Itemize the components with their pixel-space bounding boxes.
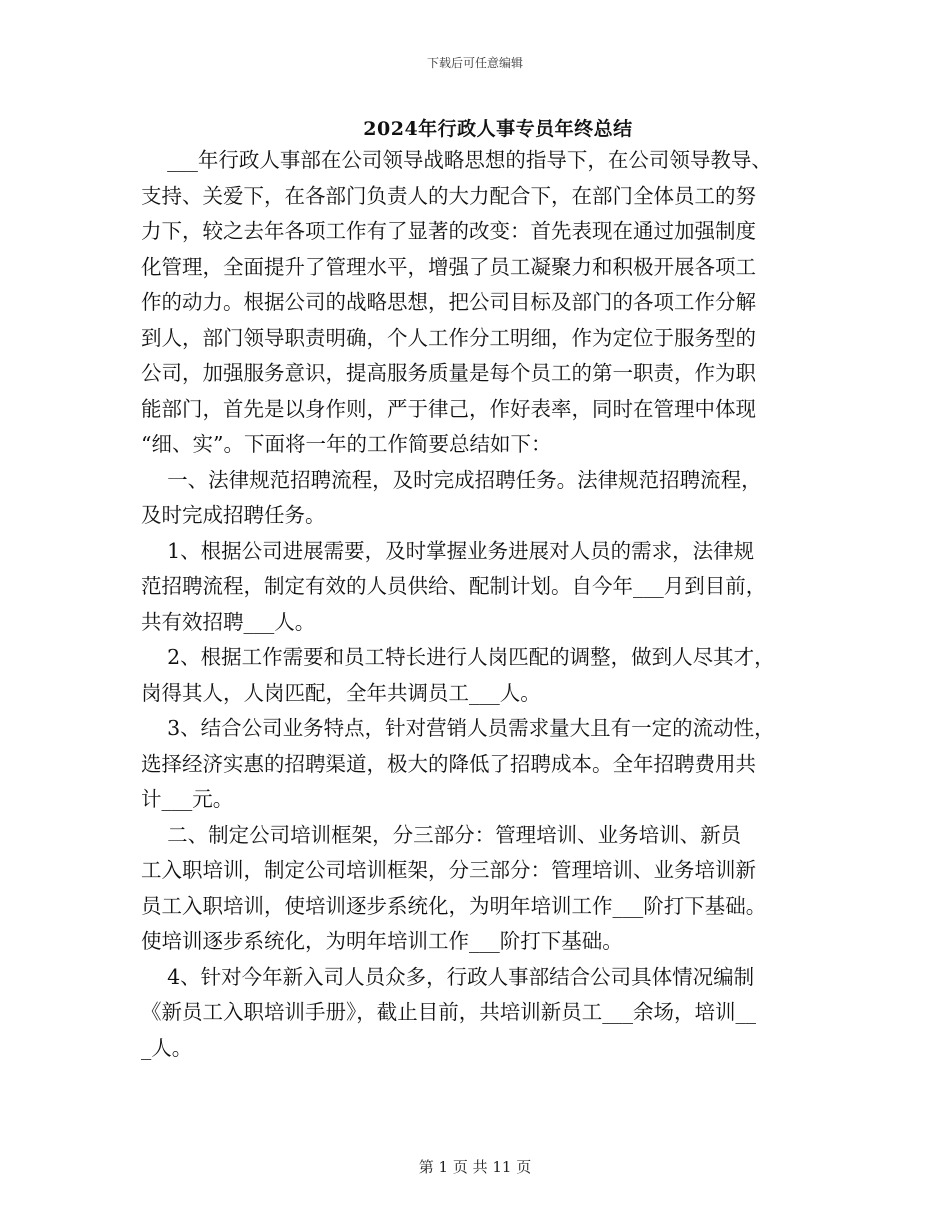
body-line: 使培训逐步系统化，为明年培训工作___阶打下基础。	[141, 929, 623, 953]
body-line: 化管理，全面提升了管理水平，增强了员工凝聚力和积极开展各项工	[141, 254, 756, 279]
body-line: 《新员工入职培训手册》，截止目前，共培训新员工___余场，培训__	[141, 1000, 756, 1024]
body-line: 员工入职培训，使培训逐步系统化，为明年培训工作___阶打下基础。	[141, 893, 767, 918]
body-line: 范招聘流程，制定有效的人员供给、配制计划。自今年___月到目前，	[141, 574, 767, 598]
body-line: 计___元。	[141, 787, 234, 811]
body-line: 工入职培训，制定公司培训框架，分三部分：管理培训、业务培训新	[141, 858, 756, 882]
body-line: 作的动力。根据公司的战略思想，把公司目标及部门的各项工作分解	[141, 290, 756, 314]
body-line: 2、根据工作需要和员工特长进行人岗匹配的调整，做到人尽其才，	[141, 645, 775, 669]
body-line: 力下，较之去年各项工作有了显著的改变：首先表现在通过加强制度	[141, 219, 756, 243]
body-line: ___年行政人事部在公司领导战略思想的指导下，在公司领导教导、	[141, 148, 772, 172]
body-line: _人。	[141, 1035, 193, 1060]
body-line: 4、针对今年新入司人员众多，行政人事部结合公司具体情况编制	[141, 964, 755, 989]
body-line: 公司，加强服务意识，提高服务质量是每个员工的第一职责，作为职	[141, 361, 756, 385]
header-note: 下载后可任意编辑	[426, 56, 523, 70]
body-line: 支持、关爱下，在各部门负责人的大力配合下，在部门全体员工的努	[141, 183, 756, 208]
document-title: 2024年行政人事专员年终总结	[363, 118, 633, 140]
page-footer: 第 1 页 共 11 页	[418, 1158, 532, 1176]
body-line: 到人，部门领导职责明确，个人工作分工明细，作为定位于服务型的	[141, 325, 756, 350]
body-line: 岗得其人，人岗匹配，全年共调员工___人。	[141, 680, 541, 705]
body-line: 一、法律规范招聘流程，及时完成招聘任务。法律规范招聘流程，	[141, 467, 762, 492]
body-line: 3、结合公司业务特点，针对营销人员需求量大且有一定的流动性，	[141, 716, 775, 740]
body-line: 能部门，首先是以身作则，严于律己，作好表率，同时在管理中体现	[141, 396, 756, 421]
document-body	[141, 143, 826, 1066]
body-line: 1、根据公司进展需要，及时掌握业务进展对人员的需求，法律规	[141, 538, 755, 563]
body-line: 及时完成招聘任务。	[141, 503, 326, 527]
body-line: 共有效招聘___人。	[141, 609, 316, 634]
body-line: “细、实”。下面将一年的工作简要总结如下：	[141, 432, 552, 456]
body-line: 二、制定公司培训框架，分三部分：管理培训、业务培训、新员	[141, 822, 742, 847]
body-line: 选择经济实惠的招聘渠道，极大的降低了招聘成本。全年招聘费用共	[141, 751, 756, 776]
